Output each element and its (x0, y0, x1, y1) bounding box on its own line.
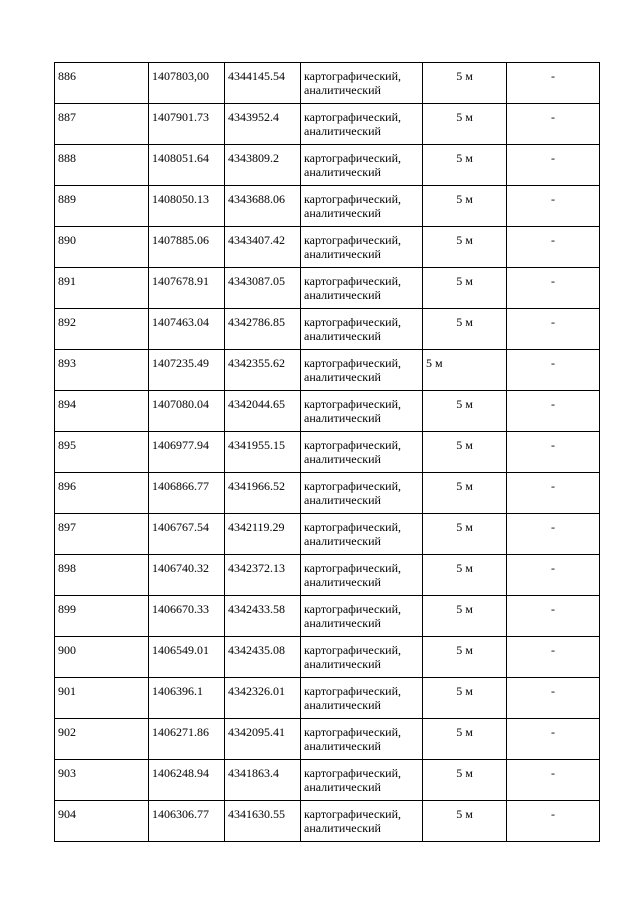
method-line: картографический, (304, 110, 402, 124)
accuracy-cell: 5 м (423, 309, 507, 350)
note-cell: - (507, 473, 600, 514)
method-line: аналитический (304, 288, 381, 302)
accuracy-cell: 5 м (423, 227, 507, 268)
coordinate-y-cell: 4342372.13 (225, 555, 301, 596)
accuracy-cell: 5 м (423, 760, 507, 801)
method-line: картографический, (304, 479, 402, 493)
table-row (55, 391, 600, 432)
method-cell (301, 432, 423, 473)
note-cell: - (507, 309, 600, 350)
accuracy-cell: 5 м (423, 514, 507, 555)
coordinate-x-cell: 1407080.04 (149, 391, 225, 432)
coordinate-y-cell: 4341630.55 (225, 801, 301, 842)
method-cell (301, 473, 423, 514)
point-number-cell: 889 (55, 186, 149, 227)
method-line: аналитический (304, 821, 381, 835)
point-number-cell: 893 (55, 350, 149, 391)
accuracy-cell: 5 м (423, 432, 507, 473)
method-cell (301, 637, 423, 678)
method-line: картографический, (304, 192, 402, 206)
table-row (55, 63, 600, 104)
method-cell (301, 801, 423, 842)
coordinate-x-cell: 1406549.01 (149, 637, 225, 678)
point-number-cell: 897 (55, 514, 149, 555)
accuracy-cell: 5 м (423, 473, 507, 514)
method-cell (301, 145, 423, 186)
coordinate-y-cell: 4342435.08 (225, 637, 301, 678)
coordinate-y-cell: 4341863.4 (225, 760, 301, 801)
point-number-cell: 899 (55, 596, 149, 637)
coordinate-x-cell: 1406271.86 (149, 719, 225, 760)
accuracy-cell: 5 м (423, 104, 507, 145)
point-number-cell: 901 (55, 678, 149, 719)
note-cell: - (507, 145, 600, 186)
method-cell (301, 104, 423, 145)
method-cell (301, 350, 423, 391)
note-cell: - (507, 104, 600, 145)
point-number-cell: 902 (55, 719, 149, 760)
method-cell (301, 719, 423, 760)
coordinate-y-cell: 4342326.01 (225, 678, 301, 719)
method-cell (301, 678, 423, 719)
method-cell (301, 268, 423, 309)
method-line: картографический, (304, 561, 402, 575)
accuracy-cell: 5 м (423, 268, 507, 309)
coordinate-y-cell: 4341966.52 (225, 473, 301, 514)
method-line: аналитический (304, 370, 381, 384)
coordinate-x-cell: 1407803,00 (149, 63, 225, 104)
coordinate-y-cell: 4343407.42 (225, 227, 301, 268)
coordinate-y-cell: 4343688.06 (225, 186, 301, 227)
method-line: аналитический (304, 247, 381, 261)
note-cell: - (507, 801, 600, 842)
accuracy-cell: 5 м (423, 801, 507, 842)
method-line: картографический, (304, 725, 402, 739)
method-line: картографический, (304, 807, 402, 821)
accuracy-cell: 5 м (423, 350, 507, 391)
coordinate-y-cell: 4344145.54 (225, 63, 301, 104)
table-row (55, 104, 600, 145)
method-cell (301, 227, 423, 268)
table-row (55, 514, 600, 555)
method-cell (301, 186, 423, 227)
table-row (55, 555, 600, 596)
accuracy-cell: 5 м (423, 719, 507, 760)
point-number-cell: 900 (55, 637, 149, 678)
method-cell (301, 596, 423, 637)
coordinate-x-cell: 1406306.77 (149, 801, 225, 842)
method-line: аналитический (304, 534, 381, 548)
note-cell: - (507, 596, 600, 637)
method-line: картографический, (304, 315, 402, 329)
point-number-cell: 896 (55, 473, 149, 514)
table-row (55, 432, 600, 473)
note-cell: - (507, 637, 600, 678)
coordinate-x-cell: 1407235.49 (149, 350, 225, 391)
method-line: картографический, (304, 151, 402, 165)
method-cell (301, 514, 423, 555)
point-number-cell: 888 (55, 145, 149, 186)
method-line: аналитический (304, 452, 381, 466)
point-number-cell: 898 (55, 555, 149, 596)
method-line: картографический, (304, 274, 402, 288)
method-line: картографический, (304, 69, 402, 83)
note-cell: - (507, 350, 600, 391)
method-line: аналитический (304, 616, 381, 630)
method-line: картографический, (304, 766, 402, 780)
note-cell: - (507, 227, 600, 268)
table-row (55, 719, 600, 760)
accuracy-cell: 5 м (423, 186, 507, 227)
coordinate-y-cell: 4342786.85 (225, 309, 301, 350)
note-cell: - (507, 268, 600, 309)
method-line: картографический, (304, 397, 402, 411)
coordinates-table-body (55, 63, 600, 842)
method-line: картографический, (304, 602, 402, 616)
coordinate-y-cell: 4342044.65 (225, 391, 301, 432)
method-cell (301, 391, 423, 432)
table-row (55, 596, 600, 637)
method-line: аналитический (304, 698, 381, 712)
coordinate-x-cell: 1407678.91 (149, 268, 225, 309)
note-cell: - (507, 391, 600, 432)
coordinate-y-cell: 4343087.05 (225, 268, 301, 309)
method-line: аналитический (304, 206, 381, 220)
coordinate-x-cell: 1406767.54 (149, 514, 225, 555)
coordinate-y-cell: 4342119.29 (225, 514, 301, 555)
note-cell: - (507, 555, 600, 596)
table-row (55, 801, 600, 842)
point-number-cell: 887 (55, 104, 149, 145)
note-cell: - (507, 432, 600, 473)
method-cell (301, 309, 423, 350)
note-cell: - (507, 678, 600, 719)
table-row (55, 145, 600, 186)
table-row (55, 309, 600, 350)
note-cell: - (507, 719, 600, 760)
coordinate-y-cell: 4342433.58 (225, 596, 301, 637)
method-line: картографический, (304, 438, 402, 452)
table-row (55, 760, 600, 801)
accuracy-cell: 5 м (423, 678, 507, 719)
method-line: аналитический (304, 739, 381, 753)
coordinate-x-cell: 1406977.94 (149, 432, 225, 473)
method-line: аналитический (304, 657, 381, 671)
point-number-cell: 903 (55, 760, 149, 801)
table-row (55, 268, 600, 309)
method-cell (301, 63, 423, 104)
coordinate-y-cell: 4343952.4 (225, 104, 301, 145)
table-row (55, 678, 600, 719)
point-number-cell: 895 (55, 432, 149, 473)
method-line: картографический, (304, 356, 402, 370)
coordinate-y-cell: 4342355.62 (225, 350, 301, 391)
coordinates-table (54, 62, 600, 842)
method-line: аналитический (304, 493, 381, 507)
coordinate-x-cell: 1408051.64 (149, 145, 225, 186)
coordinate-y-cell: 4341955.15 (225, 432, 301, 473)
coordinate-x-cell: 1407901.73 (149, 104, 225, 145)
method-line: аналитический (304, 575, 381, 589)
method-line: картографический, (304, 233, 402, 247)
table-row (55, 350, 600, 391)
coordinate-x-cell: 1407885.06 (149, 227, 225, 268)
table-row (55, 186, 600, 227)
accuracy-cell: 5 м (423, 637, 507, 678)
method-line: картографический, (304, 684, 402, 698)
point-number-cell: 886 (55, 63, 149, 104)
coordinate-x-cell: 1408050.13 (149, 186, 225, 227)
method-line: аналитический (304, 780, 381, 794)
point-number-cell: 904 (55, 801, 149, 842)
method-line: картографический, (304, 643, 402, 657)
point-number-cell: 891 (55, 268, 149, 309)
method-line: аналитический (304, 329, 381, 343)
coordinate-x-cell: 1407463.04 (149, 309, 225, 350)
method-line: аналитический (304, 411, 381, 425)
method-cell (301, 555, 423, 596)
method-line: аналитический (304, 83, 381, 97)
method-line: аналитический (304, 124, 381, 138)
coordinate-x-cell: 1406740.32 (149, 555, 225, 596)
coordinate-x-cell: 1406396.1 (149, 678, 225, 719)
coordinate-y-cell: 4343809.2 (225, 145, 301, 186)
method-cell (301, 760, 423, 801)
coordinate-x-cell: 1406248.94 (149, 760, 225, 801)
accuracy-cell: 5 м (423, 145, 507, 186)
table-row (55, 227, 600, 268)
method-line: картографический, (304, 520, 402, 534)
note-cell: - (507, 63, 600, 104)
accuracy-cell: 5 м (423, 63, 507, 104)
note-cell: - (507, 760, 600, 801)
method-line: аналитический (304, 165, 381, 179)
point-number-cell: 894 (55, 391, 149, 432)
point-number-cell: 892 (55, 309, 149, 350)
coordinate-x-cell: 1406866.77 (149, 473, 225, 514)
point-number-cell: 890 (55, 227, 149, 268)
accuracy-cell: 5 м (423, 391, 507, 432)
note-cell: - (507, 186, 600, 227)
table-row (55, 637, 600, 678)
coordinate-y-cell: 4342095.41 (225, 719, 301, 760)
accuracy-cell: 5 м (423, 555, 507, 596)
accuracy-cell: 5 м (423, 596, 507, 637)
coordinate-x-cell: 1406670.33 (149, 596, 225, 637)
table-row (55, 473, 600, 514)
note-cell: - (507, 514, 600, 555)
